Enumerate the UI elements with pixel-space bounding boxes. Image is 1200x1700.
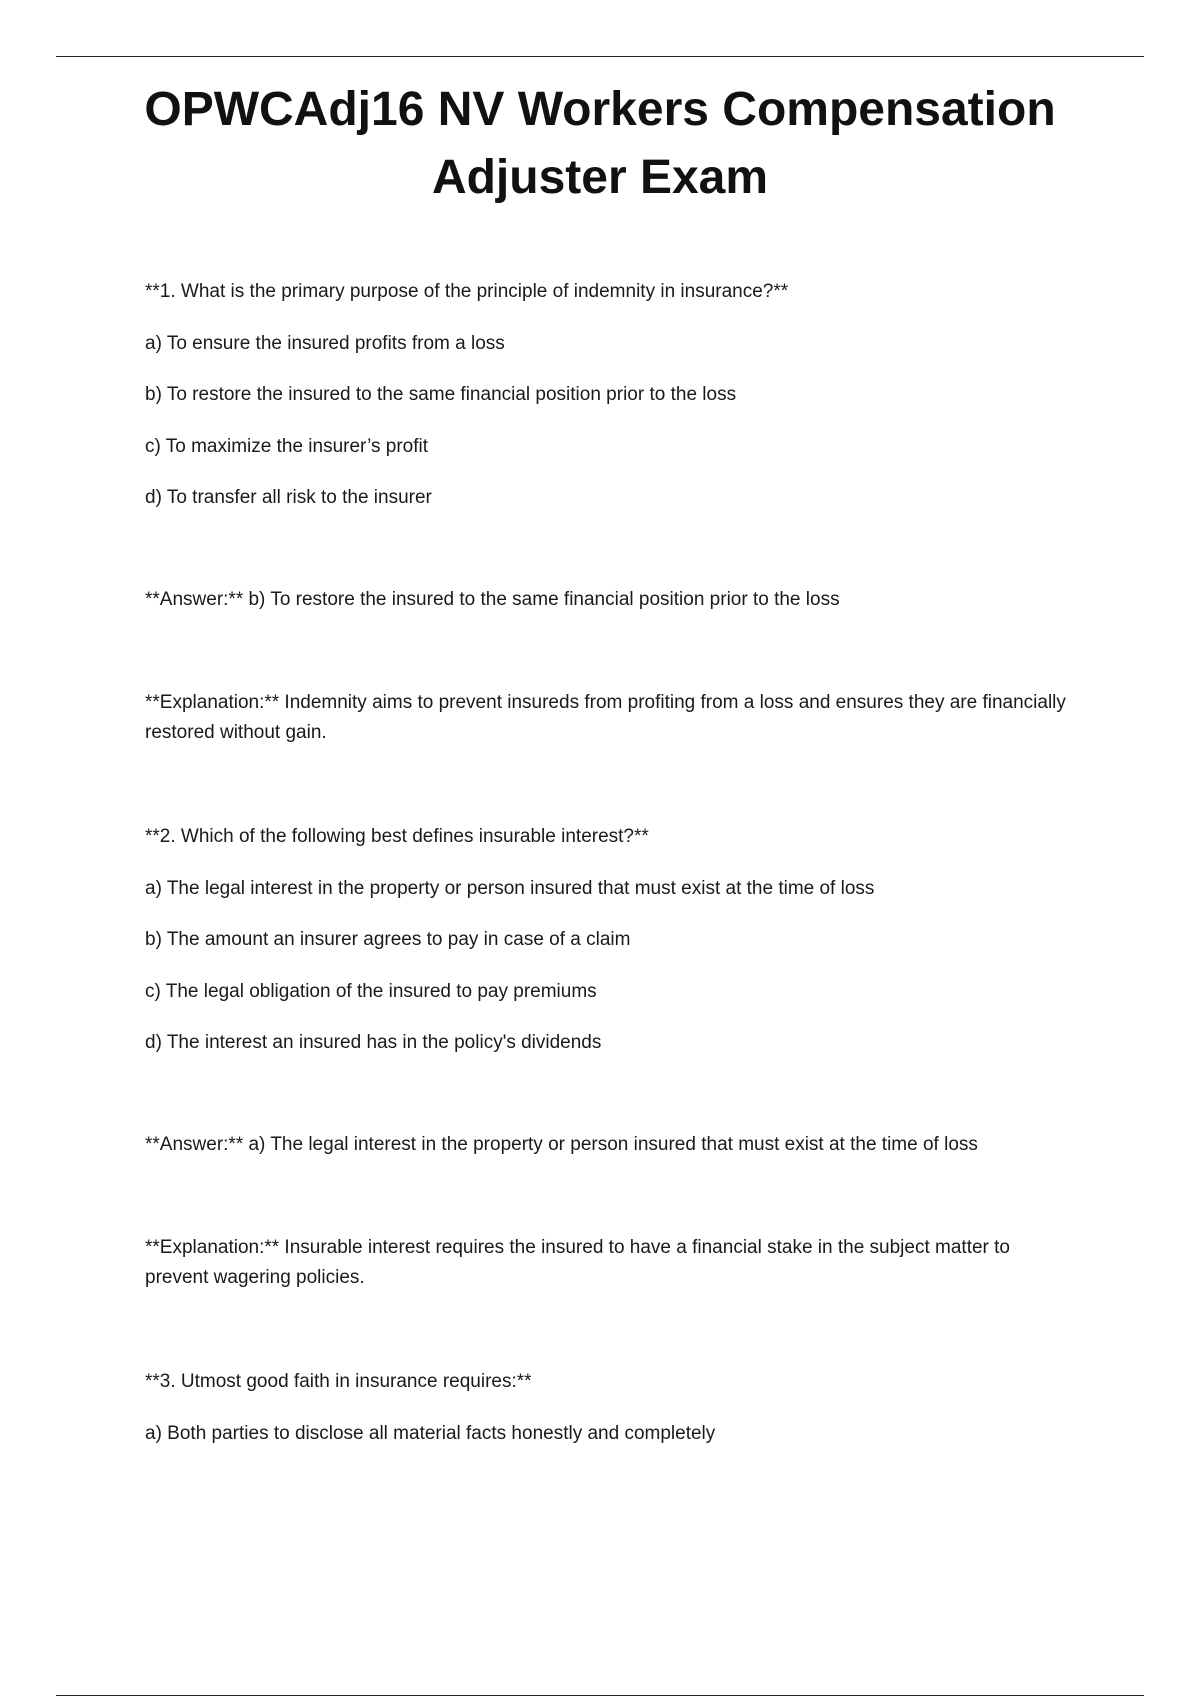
question-1-option-b: b) To restore the insured to the same financial position prior to the loss (145, 384, 737, 405)
question-2-explanation: **Explanation:** Insurable interest requires the insured to have a financial stake in the subject matter to prevent wagering policies. (145, 1237, 1011, 1288)
question-1-option-c: c) To maximize the insurer’s profit (145, 436, 428, 457)
question-1-option-a: a) To ensure the insured profits from a loss (145, 333, 505, 354)
question-1-option-d: d) To transfer all risk to the insurer (145, 487, 432, 508)
question-1-text: **1. What is the primary purpose of the principle of indemnity in insurance?** (145, 281, 789, 302)
title-line-1: OPWCAdj16 NV Workers Compensation (144, 83, 1056, 136)
title-line-2: Adjuster Exam (431, 151, 769, 204)
question-3-text: **3. Utmost good faith in insurance requires:** (145, 1371, 532, 1392)
question-2-option-d: d) The interest an insured has in the policy's dividends (145, 1032, 602, 1053)
question-3-option-a: a) Both parties to disclose all material facts honestly and completely (145, 1423, 716, 1444)
question-2-text: **2. Which of the following best defines insurable interest?** (145, 826, 649, 847)
question-2-option-a: a) The legal interest in the property or person insured that must exist at the time of loss (145, 878, 875, 899)
bottom-rule (56, 1695, 1144, 1696)
question-2-answer: **Answer:** a) The legal interest in the property or person insured that must exist at the time of loss (145, 1134, 978, 1155)
question-1-explanation: **Explanation:** Indemnity aims to prevent insureds from profiting from a loss and ensures they are financially restored without gain. (145, 692, 1066, 743)
question-1-answer: **Answer:** b) To restore the insured to the same financial position prior to the loss (145, 589, 840, 610)
question-2-option-b: b) The amount an insurer agrees to pay in case of a claim (145, 929, 631, 950)
question-2-option-c: c) The legal obligation of the insured to pay premiums (145, 981, 597, 1002)
